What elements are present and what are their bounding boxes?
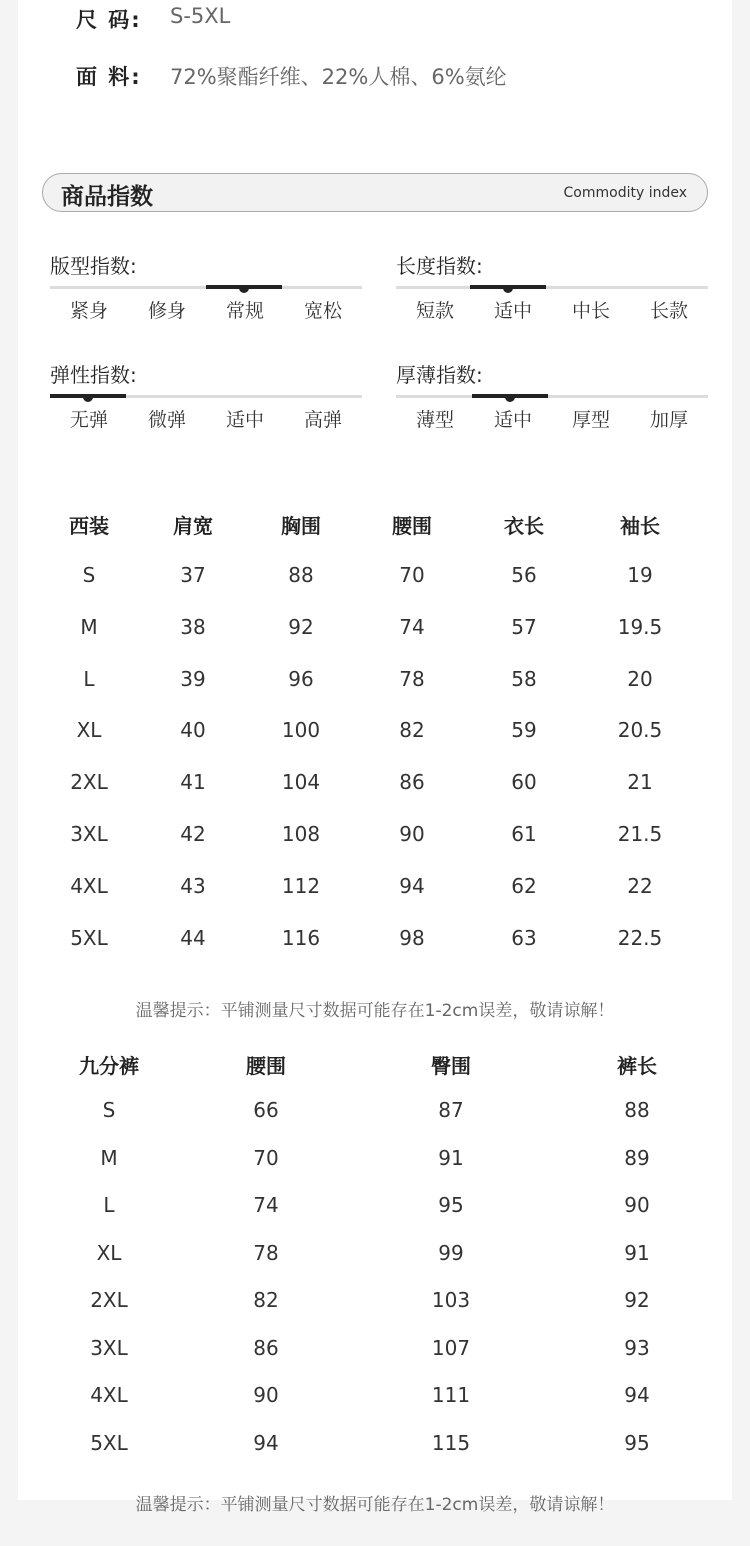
table-cell: 78 [253,1240,279,1265]
table-cell: 5XL [70,925,108,950]
table-cell: 95 [438,1193,464,1217]
table-row [35,822,697,846]
table-row [35,1383,721,1407]
table-cell: XL [96,1240,122,1265]
section-subtitle: Commodity index [563,185,687,201]
table-cell: M [80,614,98,639]
index-selected-marker [50,394,126,398]
table-cell: 103 [431,1288,471,1312]
table-cell: 20.5 [617,718,663,743]
table-cell: 42 [180,822,206,846]
table-cell: 60 [511,770,537,795]
table-header-cell: 臀围 [431,1054,471,1078]
table-row [35,1193,721,1217]
attribute-key: 尺 码: [76,8,142,32]
table-cell: L [83,666,95,691]
table-cell: 115 [431,1430,471,1455]
table-cell: 98 [399,925,425,950]
table-row [35,718,697,742]
table-cell: 94 [399,873,425,898]
table-cell: 116 [281,925,321,950]
table-cell: 56 [511,563,537,587]
table-cell: 87 [438,1098,464,1122]
product-detail-card [18,0,732,1500]
index-option: 适中 [493,409,532,431]
table-row [35,563,697,587]
table-row [35,1288,721,1312]
table-row [35,874,697,898]
table-row [35,1098,721,1122]
table-cell: 90 [253,1383,279,1407]
index-label: 版型指数: [50,254,137,278]
index-track [396,395,708,398]
table-cell: 70 [399,563,425,587]
table-cell: 22 [627,873,653,898]
attribute-value: 72%聚酯纤维、22%人棉、6%氨纶 [170,65,507,89]
index-label: 厚薄指数: [396,363,483,387]
table-header-cell: 衣长 [504,514,544,538]
index-track [396,286,708,289]
table-cell: 104 [281,770,321,795]
table-row [35,1431,721,1455]
table-cell: 61 [511,822,537,846]
section-title: 商品指数 [61,184,153,210]
table-header-cell: 胸围 [281,514,321,538]
attribute-value: S-5XL [170,4,231,28]
table-cell: M [100,1145,118,1170]
table-cell: S [82,563,96,587]
index-track [50,395,362,398]
measurement-note: 温馨提示：平铺测量尺寸数据可能存在1-2cm误差，敬请谅解！ [135,1001,615,1021]
table-cell: 92 [624,1288,650,1312]
table-cell: 57 [511,614,537,639]
table-cell: 112 [281,873,321,898]
table-cell: 21 [627,770,653,795]
table-cell: 94 [624,1383,650,1407]
table-header-cell: 九分裤 [79,1054,139,1078]
index-option: 适中 [493,300,532,322]
table-cell: 89 [624,1145,650,1170]
table-header-cell: 腰围 [392,514,432,538]
table-cell: 4XL [90,1383,128,1407]
table-header-cell: 西装 [69,514,109,538]
table-cell: 86 [253,1335,279,1360]
table-cell: L [103,1193,115,1217]
index-label: 弹性指数: [50,363,137,387]
table-cell: 2XL [70,770,108,795]
index-option: 薄型 [415,409,454,431]
index-option: 适中 [225,409,264,431]
table-cell: 94 [253,1430,279,1455]
table-cell: 3XL [90,1335,128,1360]
table-cell: 38 [180,614,206,639]
table-cell: 108 [281,822,321,846]
table-cell: 74 [399,614,425,639]
index-selected-marker [206,285,282,289]
table-cell: 59 [511,718,537,743]
table-cell: 100 [281,718,321,743]
index-option: 加厚 [649,409,688,431]
table-cell: 5XL [90,1430,128,1455]
table-header-row [35,510,697,539]
table-row [35,667,697,691]
table-header-cell: 裤长 [617,1054,657,1078]
index-option: 长款 [649,300,688,322]
table-cell: 111 [431,1383,471,1407]
table-cell: 91 [438,1145,464,1170]
table-cell: 63 [511,925,537,950]
table-cell: 90 [624,1193,650,1217]
table-cell: 66 [253,1098,279,1122]
table-cell: 22.5 [617,925,663,950]
table-cell: 78 [399,666,425,691]
table-row [35,615,697,639]
table-cell: 4XL [70,873,108,898]
table-cell: 90 [399,822,425,846]
table-cell: 86 [399,770,425,795]
table-cell: 58 [511,666,537,691]
table-cell: 91 [624,1240,650,1265]
attribute-key: 面 料: [76,65,142,89]
table-row [35,770,697,794]
table-cell: S [102,1098,116,1122]
attribute-size [76,4,230,34]
index-label: 长度指数: [396,254,483,278]
table-cell: 96 [288,666,314,691]
measurement-note: 温馨提示：平铺测量尺寸数据可能存在1-2cm误差，敬请谅解！ [135,1495,615,1515]
table-cell: 88 [624,1098,650,1122]
table-header-cell: 袖长 [620,514,660,538]
table-cell: 44 [180,925,206,950]
table-cell: 107 [431,1335,471,1360]
table-row [35,1241,721,1265]
table-header-cell: 肩宽 [173,514,213,538]
index-option: 修身 [147,300,186,322]
table-cell: 19 [627,563,653,587]
table-cell: XL [76,718,102,743]
table-row [35,926,697,950]
table-cell: 39 [180,666,206,691]
table-cell: 41 [180,770,206,795]
table-cell: 99 [438,1240,464,1265]
table-cell: 82 [399,718,425,743]
table-cell: 82 [253,1288,279,1312]
table-cell: 19.5 [617,614,663,639]
table-row [35,1336,721,1360]
index-selected-marker [470,285,546,289]
table-cell: 37 [180,563,206,587]
index-option: 宽松 [303,300,342,322]
index-option: 无弹 [69,409,108,431]
index-option: 高弹 [303,409,342,431]
index-option: 常规 [225,300,264,322]
index-track [50,286,362,289]
table-cell: 92 [288,614,314,639]
table-cell: 43 [180,873,206,898]
table-cell: 70 [253,1145,279,1170]
table-cell: 62 [511,873,537,898]
index-option: 中长 [571,300,610,322]
attribute-fabric [76,61,507,91]
table-cell: 3XL [70,822,108,846]
table-row [35,1146,721,1170]
table-cell: 93 [624,1335,650,1360]
index-option: 厚型 [571,409,610,431]
commodity-index-header [42,173,708,212]
index-option: 短款 [415,300,454,322]
table-cell: 95 [624,1430,650,1455]
table-header-cell: 腰围 [246,1054,286,1078]
table-cell: 20 [627,666,653,691]
table-header-row [35,1050,721,1079]
table-cell: 2XL [90,1288,128,1312]
table-cell: 74 [253,1193,279,1217]
index-selected-marker [472,394,548,398]
table-cell: 21.5 [617,822,663,846]
index-option: 紧身 [69,300,108,322]
index-option: 微弹 [147,409,186,431]
table-cell: 40 [180,718,206,743]
table-cell: 88 [288,563,314,587]
